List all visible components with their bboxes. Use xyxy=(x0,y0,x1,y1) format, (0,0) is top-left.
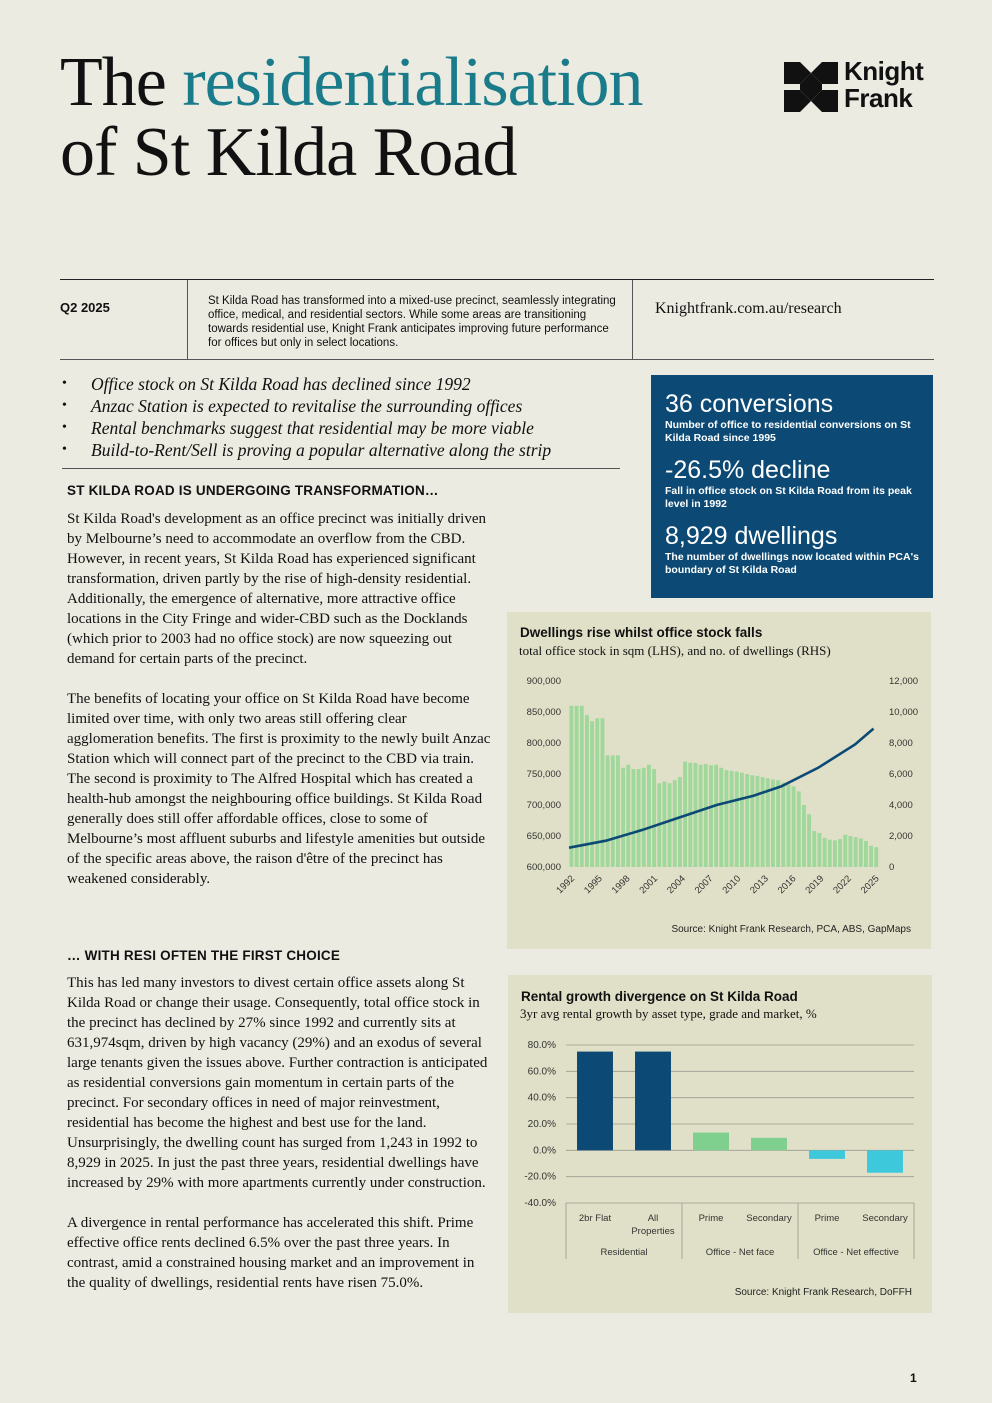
x-axis-tick-label: 2004 xyxy=(665,873,688,897)
knight-frank-logo-icon xyxy=(784,62,838,112)
y-axis-tick-label: 750,000 xyxy=(526,769,561,780)
x-axis-tick-label: 2022 xyxy=(831,873,854,897)
chart-title: Dwellings rise whilst office stock falls xyxy=(520,625,763,640)
key-point: • Build-to-Rent/Sell is proving a popular alternative along the strip xyxy=(62,439,622,461)
office-stock-bar xyxy=(864,841,868,867)
paragraph: The benefits of locating your office on St Kilda Road have become limited over time, with only two areas still offering clear agglomeration benefits. The first is proximity to the newly built Anzac Station which will connect part of the precinct to the CBD via train. The second is proximity to The Alfred Hospital which has created a health-hub amongst the neighbouring office buildings. St Kilda Road generally does still offer affordable offices, close to some of Melbourne’s most affluent suburbs and lifestyle amenities but outside of the specific areas above, the raison d'être of the precinct has weakened considerably. xyxy=(67,691,491,887)
knight-frank-logo[interactable] xyxy=(784,56,934,114)
office-stock-bar xyxy=(606,755,610,867)
x-axis-tick-label: 2007 xyxy=(692,873,716,897)
y-axis-tick-label: 60.0% xyxy=(527,1066,556,1078)
page-title xyxy=(60,44,643,191)
office-stock-bar xyxy=(750,775,754,867)
office-stock-bar xyxy=(787,785,791,867)
x-axis-tick-label: 2001 xyxy=(637,873,661,897)
x-axis-tick-label: 2013 xyxy=(748,873,771,897)
office-stock-bar xyxy=(611,755,615,867)
office-stock-bar xyxy=(854,837,858,867)
office-stock-bar xyxy=(812,831,816,867)
office-stock-bar xyxy=(714,765,718,867)
y-axis-tick-label: -20.0% xyxy=(524,1171,556,1183)
rental-growth-bar xyxy=(693,1133,729,1151)
y2-axis-tick-label: 10,000 xyxy=(889,707,919,718)
logo-line1: Knight xyxy=(844,56,924,86)
y-axis-tick-label: -40.0% xyxy=(524,1198,556,1209)
section-heading-transformation: ST KILDA ROAD IS UNDERGOING TRANSFORMATION… xyxy=(67,483,439,498)
stat-conversions xyxy=(665,389,933,444)
y-axis-tick-label: 900,000 xyxy=(526,676,561,687)
y-axis-tick-label: 850,000 xyxy=(526,707,561,718)
office-stock-bar xyxy=(621,768,625,867)
rental-growth-bar xyxy=(577,1052,613,1151)
paragraph: A divergence in rental performance has accelerated this shift. Prime effective office rents declined 6.5% over the past three years. In contrast, amid a constrained housing market and an improvement in the quality of dwellings, residential rents have risen 75.0%. xyxy=(67,1215,475,1291)
office-stock-bar xyxy=(843,835,847,867)
stat-caption: The number of dwellings now located within PCA's boundary of St Kilda Road xyxy=(665,551,919,576)
x-axis-group-label: Office - Net effective xyxy=(813,1247,899,1258)
office-stock-bar xyxy=(730,771,734,867)
office-stock-bar xyxy=(580,706,584,867)
paragraph: St Kilda Road's development as an office precinct was initially driven by Melbourne’s need to accommodate an overflow from the CBD. However, in recent years, St Kilda Road has experienced significant transformation, driven partly by the rise of high-density residential. Additionally, the emergence of alternative, more attractive office locations in the City Fringe and wider-CBD such as the Docklands (which prior to 2003 had no office stock) are now squeezing out demand for certain parts of the precinct. xyxy=(67,511,486,667)
office-stock-bar xyxy=(616,755,620,867)
office-stock-bar xyxy=(781,783,785,867)
office-stock-bar xyxy=(647,765,651,867)
office-stock-bar xyxy=(802,805,806,867)
title-line1-plain: The xyxy=(60,44,183,121)
chart-source: Source: Knight Frank Research, PCA, ABS, GapMaps xyxy=(671,924,911,935)
chart1-plot xyxy=(507,657,931,957)
office-stock-bar xyxy=(595,718,599,867)
y2-axis-tick-label: 12,000 xyxy=(889,676,919,687)
office-stock-bar xyxy=(874,847,878,867)
x-axis-group-label: Office - Net face xyxy=(705,1247,775,1258)
stat-dwellings xyxy=(665,521,933,576)
section-heading-resi: … WITH RESI OFTEN THE FIRST CHOICE xyxy=(67,948,341,963)
office-stock-bar xyxy=(838,839,842,867)
key-point: • Office stock on St Kilda Road has declined since 1992 xyxy=(62,373,622,395)
x-axis-category-label: Prime xyxy=(698,1213,724,1224)
office-stock-bar xyxy=(756,776,760,867)
y-axis-tick-label: 700,000 xyxy=(526,800,561,811)
meta-band xyxy=(60,279,934,360)
office-stock-bar xyxy=(859,838,863,867)
y-axis-tick-label: 80.0% xyxy=(527,1040,556,1051)
office-stock-bar xyxy=(735,772,739,867)
office-stock-bar xyxy=(678,777,682,867)
office-stock-bar xyxy=(668,783,672,867)
office-stock-bar xyxy=(797,791,801,867)
office-stock-bar xyxy=(570,706,574,867)
office-stock-bar xyxy=(704,764,708,867)
research-link[interactable]: Knightfrank.com.au/research xyxy=(655,300,842,317)
x-axis-category-label: Secondary xyxy=(746,1213,792,1224)
office-stock-bar xyxy=(849,836,853,867)
y-axis-tick-label: 600,000 xyxy=(526,862,561,873)
office-stock-bar xyxy=(694,763,698,867)
key-points-list xyxy=(62,373,622,461)
office-stock-bar xyxy=(725,770,729,867)
y-axis-tick-label: 800,000 xyxy=(526,738,561,749)
office-stock-bar xyxy=(869,846,873,867)
office-stock-bar xyxy=(828,840,832,867)
chart-rental-growth-divergence xyxy=(508,975,932,1313)
key-point: • Rental benchmarks suggest that residential may be more viable xyxy=(62,417,622,439)
office-stock-bar xyxy=(601,718,605,867)
office-stock-bar xyxy=(637,769,641,867)
rental-growth-bar xyxy=(867,1150,903,1172)
office-stock-bar xyxy=(776,780,780,867)
stat-caption: Fall in office stock on St Kilda Road from its peak level in 1992 xyxy=(665,485,912,510)
intro-description: St Kilda Road has transformed into a mixed-use precinct, seamlessly integrating office, medical, and residential sectors. While some areas are transitioning towards residential use, Knight Frank anticipates improving future performance for offices but only in select locations. xyxy=(208,295,616,349)
chart-subtitle: total office stock in sqm (LHS), and no. of dwellings (RHS) xyxy=(519,643,831,658)
y-axis-tick-label: 20.0% xyxy=(527,1119,556,1130)
page-number: 1 xyxy=(910,1371,917,1385)
title-line2: of St Kilda Road xyxy=(60,114,517,191)
key-stats-box xyxy=(651,375,933,598)
chart-dwellings-vs-office-stock xyxy=(507,612,931,949)
y-axis-tick-label: 40.0% xyxy=(527,1092,556,1104)
stat-decline xyxy=(665,455,933,510)
y2-axis-tick-label: 6,000 xyxy=(889,769,913,780)
chart-source: Source: Knight Frank Research, DoFFH xyxy=(734,1287,912,1298)
y2-axis-tick-label: 2,000 xyxy=(889,831,913,842)
rental-growth-bar xyxy=(751,1138,787,1151)
office-stock-bar xyxy=(626,765,630,867)
office-stock-bar xyxy=(642,768,646,867)
divider xyxy=(632,280,633,359)
y-axis-tick-label: 0.0% xyxy=(533,1145,556,1157)
stat-caption: Number of office to residential conversions on St Kilda Road since 1995 xyxy=(665,419,911,444)
quarter-label: Q2 2025 xyxy=(60,300,110,315)
rental-growth-bar xyxy=(635,1052,671,1151)
office-stock-bar xyxy=(823,838,827,867)
title-line1-accent: residentialisation xyxy=(182,44,643,121)
key-point: • Anzac Station is expected to revitalise the surrounding offices xyxy=(62,395,622,417)
office-stock-bar xyxy=(699,765,703,867)
x-axis-category-label: Secondary xyxy=(862,1213,908,1224)
office-stock-bar xyxy=(745,774,749,867)
rental-growth-bar xyxy=(809,1150,845,1159)
office-stock-bar xyxy=(673,780,677,867)
office-stock-bar xyxy=(833,840,837,867)
y2-axis-tick-label: 4,000 xyxy=(889,800,913,811)
stat-value: -26.5% decline xyxy=(665,456,831,484)
chart2-plot xyxy=(508,1023,932,1323)
x-axis-tick-label: 1995 xyxy=(582,873,605,897)
x-axis-tick-label: 2016 xyxy=(775,873,799,897)
x-axis-category-label: Properties xyxy=(631,1226,675,1237)
y2-axis-tick-label: 0 xyxy=(889,862,895,873)
y-axis-tick-label: 650,000 xyxy=(526,831,561,842)
stat-value: 8,929 dwellings xyxy=(665,522,838,550)
divider xyxy=(62,468,620,469)
office-stock-bar xyxy=(575,706,579,867)
x-axis-tick-label: 2019 xyxy=(803,873,827,897)
divider xyxy=(187,280,188,359)
chart-subtitle: 3yr avg rental growth by asset type, grade and market, % xyxy=(520,1006,817,1021)
logo-wordmark xyxy=(844,58,923,112)
x-axis-group-label: Residential xyxy=(600,1247,648,1258)
office-stock-bar xyxy=(590,721,594,867)
x-axis-category-label: All xyxy=(647,1213,659,1224)
x-axis-category-label: 2br Flat xyxy=(578,1213,612,1224)
office-stock-bar xyxy=(709,765,713,867)
stat-value: 36 conversions xyxy=(665,390,834,418)
office-stock-bar xyxy=(652,769,656,867)
office-stock-bar xyxy=(719,768,723,867)
office-stock-bar xyxy=(771,780,775,867)
body-text-section2 xyxy=(67,973,491,1313)
x-axis-tick-label: 2025 xyxy=(858,873,882,897)
x-axis-tick-label: 1998 xyxy=(609,873,633,897)
office-stock-bar xyxy=(792,786,796,867)
y2-axis-tick-label: 8,000 xyxy=(889,738,913,749)
chart-title: Rental growth divergence on St Kilda Road xyxy=(521,989,798,1004)
office-stock-bar xyxy=(761,777,765,867)
office-stock-bar xyxy=(740,773,744,867)
body-text-section1 xyxy=(67,509,491,909)
office-stock-bar xyxy=(818,833,822,867)
logo-line2: Frank xyxy=(844,83,913,113)
paragraph: This has led many investors to divest certain office assets along St Kilda Road or change their usage. Consequently, total office stock in the precinct has declined by 27% since 1992 and currently sits at 631,974sqm, driven by high vacancy (29%) and an exodus of several large tenants given the issues above. Further contraction is anticipated as residential conversions gain momentum in certain parts of the precinct. For secondary offices in need of major reinvestment, residential has become the highest and best use for the land. Unsurprisingly, the dwelling count has surged from 1,243 in 1992 to 8,929 in 2025. In just the past three years, residential dwellings have increased by 29% with more apartments currently under construction. xyxy=(67,975,488,1191)
office-stock-bar xyxy=(632,769,636,867)
x-axis-tick-label: 2010 xyxy=(720,873,744,897)
x-axis-tick-label: 1992 xyxy=(554,873,578,897)
x-axis-category-label: Prime xyxy=(814,1213,840,1224)
office-stock-bar xyxy=(807,814,811,867)
